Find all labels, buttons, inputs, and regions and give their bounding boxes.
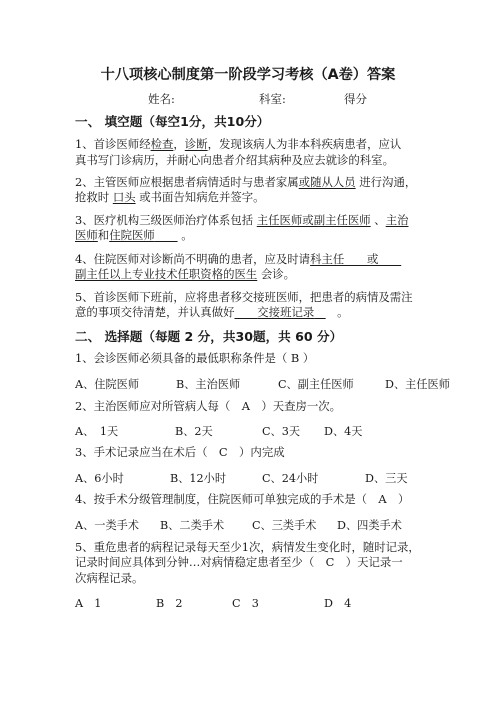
option-c: C 3 bbox=[232, 597, 259, 610]
option-c: C、副主任医师 bbox=[278, 378, 354, 391]
question-line: 意的事项交待清楚，并认真做好 交接班记录 。 bbox=[75, 305, 349, 319]
option-a: A、一类手术 bbox=[75, 519, 140, 532]
question-line: 5、首诊医师下班前，应将患者移交接班医师，把患者的病情及需注 bbox=[75, 290, 413, 304]
question-line: 抢救时 口头 或书面告知病危并签字。 bbox=[75, 190, 265, 204]
option-b: B、二类手术 bbox=[160, 519, 225, 532]
answer-blank: 检查 bbox=[150, 137, 174, 151]
option-b: B 2 bbox=[156, 597, 183, 610]
document-title: 十八项核心制度第一阶段学习考核（A卷）答案 bbox=[100, 67, 396, 83]
section-heading-fill-in: 一、 填空题（每空1分，共10分） bbox=[75, 114, 270, 129]
question-line: 4、住院医师对诊断尚不明确的患者，应及时请科主任 或 bbox=[75, 252, 402, 266]
question-stem: 5、重危患者的病程记录每天至少1次，病情发生变化时，随时记录， bbox=[75, 540, 420, 554]
answer-blank: 科主任 或 bbox=[310, 252, 402, 266]
answer-blank: 口头 bbox=[112, 190, 136, 204]
answer-blank: 交接班记录 bbox=[257, 305, 315, 319]
option-b: B、主治医师 bbox=[176, 378, 241, 391]
question-stem: 2、主治医师应对所管病人每（ A ）天查房一次。 bbox=[75, 399, 342, 413]
option-d: D、四类手术 bbox=[337, 519, 402, 532]
question-stem: 4、按手术分级管理制度，住院医师可单独完成的手术是（ A ） bbox=[75, 492, 410, 506]
option-d: D 4 bbox=[324, 597, 352, 610]
question-stem: 1、会诊医师必须具备的最低职称条件是（ B ） bbox=[75, 351, 315, 365]
name-label: 姓名: bbox=[148, 92, 175, 106]
option-d: D、三天 bbox=[365, 472, 408, 485]
option-a: A 1 bbox=[75, 597, 102, 610]
option-b: B、12小时 bbox=[170, 472, 227, 485]
option-a: A、 1天 bbox=[75, 425, 119, 438]
question-line: 1、首诊医师经检查，诊断，发现该病人为非本科疾病患者，应认 bbox=[75, 137, 402, 151]
department-label: 科室: bbox=[259, 92, 286, 106]
answer-blank: 或随从人员 bbox=[298, 175, 356, 189]
option-a: A、住院医师 bbox=[75, 378, 140, 391]
question-stem: 记录时间应具体到分钟…对病情稳定患者至少（ C ）天记录一 bbox=[75, 555, 403, 569]
answer-blank: 副主任以上专业技术任职资格的医生 bbox=[75, 267, 258, 281]
option-c: C、24小时 bbox=[262, 472, 319, 485]
answer-blank: 诊断 bbox=[184, 137, 208, 151]
section-heading-multiple-choice: 二、 选择题（每题 2 分，共30题，共 60 分） bbox=[75, 329, 343, 344]
question-stem: 次病程记录。 bbox=[75, 571, 144, 585]
question-line: 真书写门诊病历，并耐心向患者介绍其病种及应去就诊的科室。 bbox=[75, 153, 394, 167]
option-d: D、4天 bbox=[324, 425, 363, 438]
option-b: B、2天 bbox=[175, 425, 213, 438]
question-line: 2、主管医师应根据患者病情适时与患者家属或随从人员 进行沟通， bbox=[75, 175, 417, 189]
option-c: C、三类手术 bbox=[252, 519, 317, 532]
answer-blank: 主任医师或副主任医师 bbox=[256, 213, 371, 227]
question-line: 副主任以上专业技术任职资格的医生 会诊。 bbox=[75, 267, 296, 281]
option-c: C、3天 bbox=[262, 425, 301, 438]
answer-blank: 主治 bbox=[385, 213, 409, 227]
option-a: A、6小时 bbox=[75, 472, 124, 485]
question-line: 3、医疗机构三级医师治疗体系包括 主任医师或副主任医师 、主治 bbox=[75, 213, 409, 227]
question-line: 医师和住院医师 。 bbox=[75, 228, 193, 242]
score-label: 得分 bbox=[344, 92, 367, 106]
question-stem: 3、手术记录应当在术后（ C ）内完成 bbox=[75, 445, 285, 459]
answer-blank: 住院医师 bbox=[109, 228, 155, 242]
option-d: D、主任医师 bbox=[385, 378, 450, 391]
